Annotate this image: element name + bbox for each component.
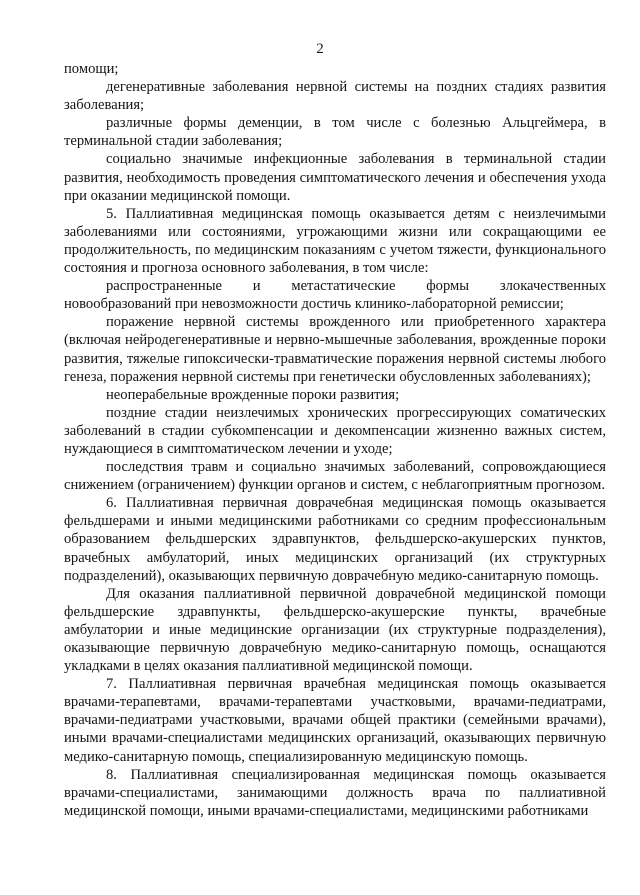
paragraph-section-6: 6. Паллиативная первичная доврачебная медицинская помощь оказывается фельдшерами и иными медицинскими работниками со средним профессиональным образованием фельдшерских здравпунктов, фельдшерско-акушерских пунктов, врачебных амбулаторий, иных медицинских организаций (их структурных подразделений), оказывающих первичную доврачебную медико-санитарную помощь. [64, 495, 606, 584]
paragraph-congenital-defects: неоперабельные врожденные пороки развития; [106, 386, 400, 403]
paragraph-malignant-neoplasms: распространенные и метастатические формы злокачественных новообразований при невозможности достичь клинико-лабораторной ремиссии; [64, 278, 606, 313]
paragraph-section-8: 8. Паллиативная специализированная медицинская помощь оказывается врачами-специалистами, занимающими должность врача по паллиативной медицинской помощи, иными врачами-специалистами, медицинскими работниками [64, 766, 606, 819]
paragraph-degenerative-diseases: дегенеративные заболевания нервной системы на поздних стадиях развития заболевания; [64, 79, 606, 114]
paragraph-chronic-diseases: поздние стадии неизлечимых хронических прогрессирующих соматических заболеваний в стадии субкомпенсации и декомпенсации жизненно важных систем, нуждающиеся в симптоматическом лечении и уходе; [64, 404, 606, 457]
paragraph-equipment: Для оказания паллиативной первичной доврачебной медицинской помощи фельдшерские здравпункты, фельдшерско-акушерские пункты, врачебные амбулатории и иные медицинские организации (их структурные подразделения), оказывающие первичную доврачебную медико-санитарную помощь, оснащаются укладками в целях оказания паллиативной медицинской помощи. [64, 585, 606, 675]
paragraph-nervous-system: поражение нервной системы врожденного или приобретенного характера (включая нейродегенеративные и нервно-мышечные заболевания, врожденные пороки развития, тяжелые гипоксически-травматические поражения нервной системы любого генеза, поражения нервной системы при генетически обусловленных заболеваниях); [64, 314, 606, 385]
paragraph-section-7: 7. Паллиативная первичная врачебная медицинская помощь оказывается врачами-терапевтами, врачами-терапевтами участковыми, врачами-педиатрами, врачами-педиатрами участковыми, врачами общей практики (семейными врачами), иными врачами-специалистами медицинских организаций, оказывающих первичную медико-санитарную помощь, специализированную медицинскую помощь. [64, 676, 606, 765]
paragraph-continuation: помощи; [64, 61, 119, 77]
document-body [64, 60, 606, 820]
page-number: 2 [316, 41, 324, 57]
paragraph-dementia: различные формы деменции, в том числе с болезнью Альцгеймера, в терминальной стадии заболевания; [64, 115, 606, 150]
paragraph-trauma-consequences: последствия травм и социально значимых заболеваний, сопровождающиеся снижением (ограничением) функции органов и систем, с неблагоприятным прогнозом. [64, 459, 606, 494]
paragraph-infectious-diseases: социально значимые инфекционные заболевания в терминальной стадии развития, необходимость проведения симптоматического лечения и обеспечения ухода при оказании медицинской помощи. [64, 151, 606, 204]
paragraph-section-5: 5. Паллиативная медицинская помощь оказывается детям с неизлечимыми заболеваниями или состояниями, угрожающими жизни или сокращающими ее продолжительность, по медицинским показаниям с учетом тяжести, функционального состояния и прогноза основного заболевания, в том числе: [64, 205, 606, 277]
